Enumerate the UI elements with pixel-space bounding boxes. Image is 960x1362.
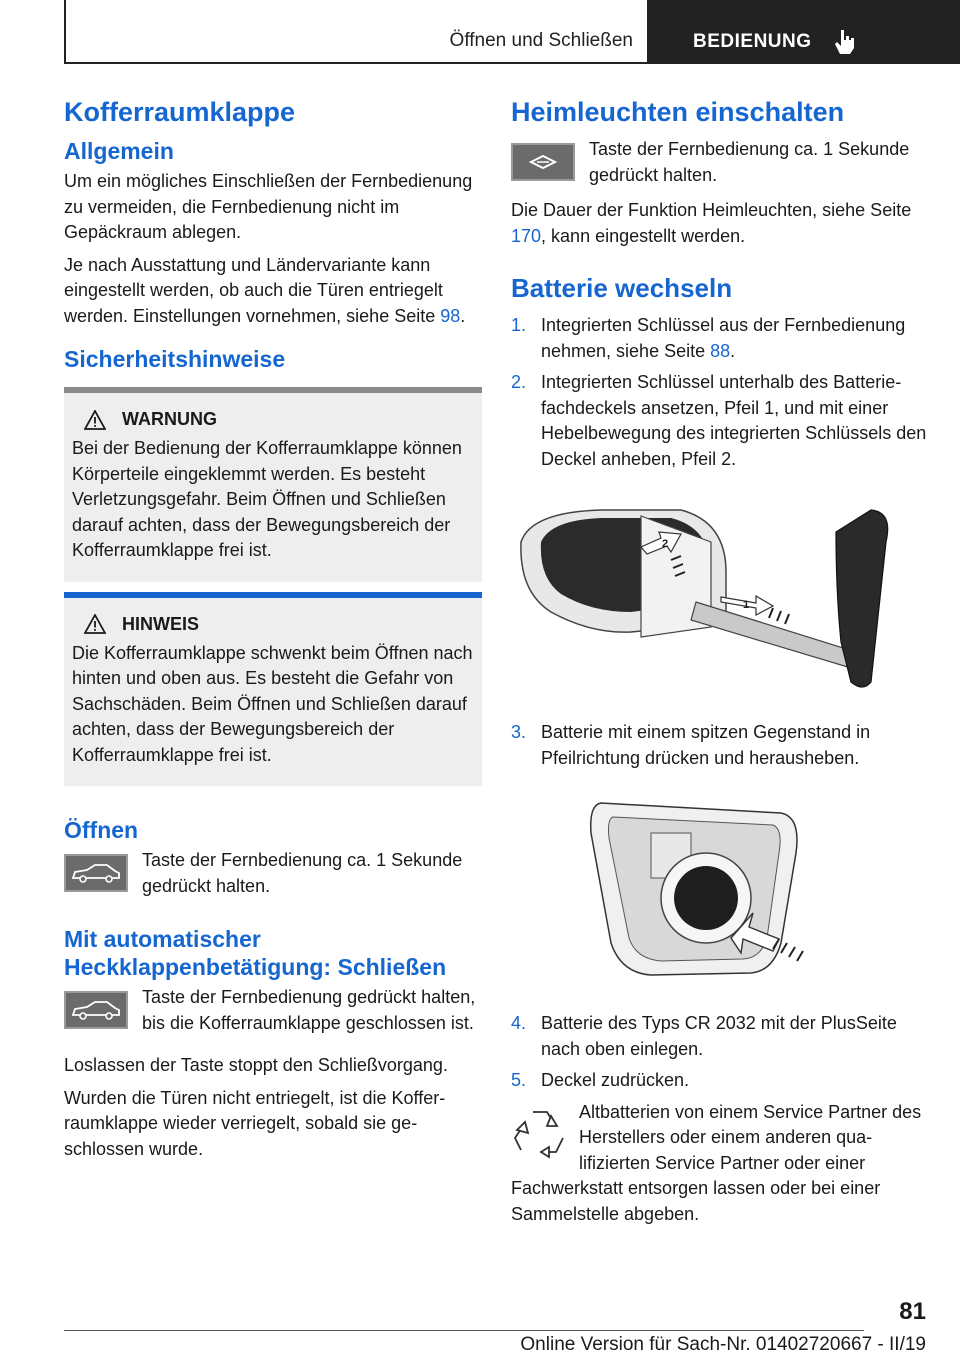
- note-text: Die Kofferraumklappe schwenkt beim Öffnen nach hinten und oben aus. Es besteht die Gefahr von Sachschäden. Beim Öffnen und Schließen darauf achten, dass der Bewegungsbereich der Kofferraumklappe frei ist.: [72, 642, 473, 765]
- warning-text: Bei der Bedienung der Kofferraumklappe können Körperteile eingeklemmt werden. Es besteht Verletzungsgefahr. Beim Öffnen und Schließen darauf achten, dass der Bewegungsbereich der Kofferraumklappe frei ist.: [72, 438, 462, 560]
- page-header: [64, 0, 960, 64]
- car-trunk-icon: [64, 854, 128, 892]
- recycle-text: Altbatterien von einem Service Partner des Herstellers oder einem anderen qualifizierten Service Partner oder einer Fachwerkstatt entsorgen lassen oder bei einer Sammelstelle abgeben.: [511, 1101, 922, 1224]
- general-paragraph-1: Um ein mögliches Einschließen der Fernbedienung zu vermeiden, die Fernbedienung nicht im Gepäckraum ablegen.: [64, 171, 473, 242]
- heading-open: Öffnen: [64, 817, 139, 843]
- header-chapter-label: BEDIENUNG: [693, 31, 812, 52]
- home-lights-text: Taste der Fernbedienung ca. 1 Sekunde gedrückt halten.: [589, 139, 910, 185]
- list-item: 3. Batterie mit einem spitzen Gegenstand in Pfeilrichtung drücken und herausheben.: [511, 722, 871, 768]
- warning-box: [64, 387, 482, 582]
- page-link-170[interactable]: 170: [511, 225, 542, 246]
- battery-compartment-illustration: [511, 793, 931, 993]
- page-link-88[interactable]: 88: [710, 340, 731, 361]
- footer-text: Online Version für Sach-Nr. 01402720667 - II/19: [520, 1334, 926, 1355]
- left-column: [64, 95, 482, 1169]
- auto-close-paragraph-2: Loslassen der Taste stoppt den Schließvorgang.: [64, 1055, 448, 1075]
- heading-safety: Sicherheitshinweise: [64, 346, 286, 372]
- warning-triangle-icon: [84, 614, 106, 634]
- open-instruction: [64, 848, 482, 899]
- recycle-icon: [511, 1104, 569, 1166]
- list-item: 1. Integrierten Schlüssel aus der Fernbedienung nehmen, siehe Seite 88.: [511, 315, 906, 361]
- battery-step-3: [511, 720, 929, 771]
- list-item: 4. Batterie des Typs CR 2032 mit der PlusSeite nach oben einlegen.: [511, 1013, 897, 1059]
- car-trunk-icon: [64, 991, 128, 1029]
- note-title: HINWEIS: [122, 613, 200, 634]
- arrow-label-1: 1: [743, 599, 750, 611]
- list-item: 5. Deckel zudrücken.: [511, 1070, 690, 1090]
- heading-general: Allgemein: [64, 138, 174, 164]
- section-title-trunk: Kofferraumklappe: [64, 97, 296, 127]
- header-chapter: [649, 0, 960, 64]
- list-item: 2. Integrierten Schlüssel unterhalb des Batteriefachdeckels ansetzen, Pfeil 1, und mit einer Hebelbewegung des integrierten Schlüssels den Deckel anheben, Pfeil 2.: [511, 372, 927, 469]
- section-title-home-lights: Heimleuchten einschalten: [511, 97, 845, 127]
- key-fob-illustration: [511, 502, 931, 702]
- section-title-battery: Batterie wechseln: [511, 273, 733, 303]
- page-number: 81: [899, 1298, 926, 1325]
- arrow-label-2: 2: [662, 538, 669, 550]
- battery-steps-1-2: [511, 313, 929, 472]
- diamond-arrows-icon: [511, 143, 575, 181]
- auto-close-paragraph-3: Wurden die Türen nicht entriegelt, ist die Kofferraumklappe wieder verriegelt, sobald sie geschlossen wurde.: [64, 1087, 446, 1159]
- header-section-title: Öffnen und Schließen: [64, 0, 649, 64]
- hand-pointer-icon: [832, 28, 858, 56]
- auto-close-text: Taste der Fernbedienung gedrückt halten, bis die Kofferraumklappe geschlossen ist.: [142, 987, 476, 1033]
- footer-divider: [64, 1330, 864, 1331]
- general-paragraph-2: Je nach Ausstattung und Ländervariante kann eingestellt werden, ob auch die Türen entriegelt werden. Einstellungen vornehmen, siehe Seite 98.: [64, 254, 466, 326]
- auto-close-instruction: [64, 985, 482, 1043]
- heading-auto-close: Mit automatischer Heckklappenbetätigung: Schließen: [64, 926, 447, 980]
- recycle-note: [511, 1100, 929, 1235]
- page-link-98[interactable]: 98: [440, 305, 461, 326]
- home-lights-instruction: [511, 137, 929, 188]
- note-box: [64, 592, 482, 787]
- battery-steps-4-5: [511, 1011, 929, 1094]
- home-lights-paragraph-2: Die Dauer der Funktion Heimleuchten, siehe Seite 170, kann eingestellt werden.: [511, 200, 912, 246]
- warning-triangle-icon: [84, 410, 106, 430]
- warning-title: WARNUNG: [122, 409, 217, 429]
- open-text: Taste der Fernbedienung ca. 1 Sekunde gedrückt halten.: [142, 850, 463, 896]
- right-column: [511, 95, 929, 1234]
